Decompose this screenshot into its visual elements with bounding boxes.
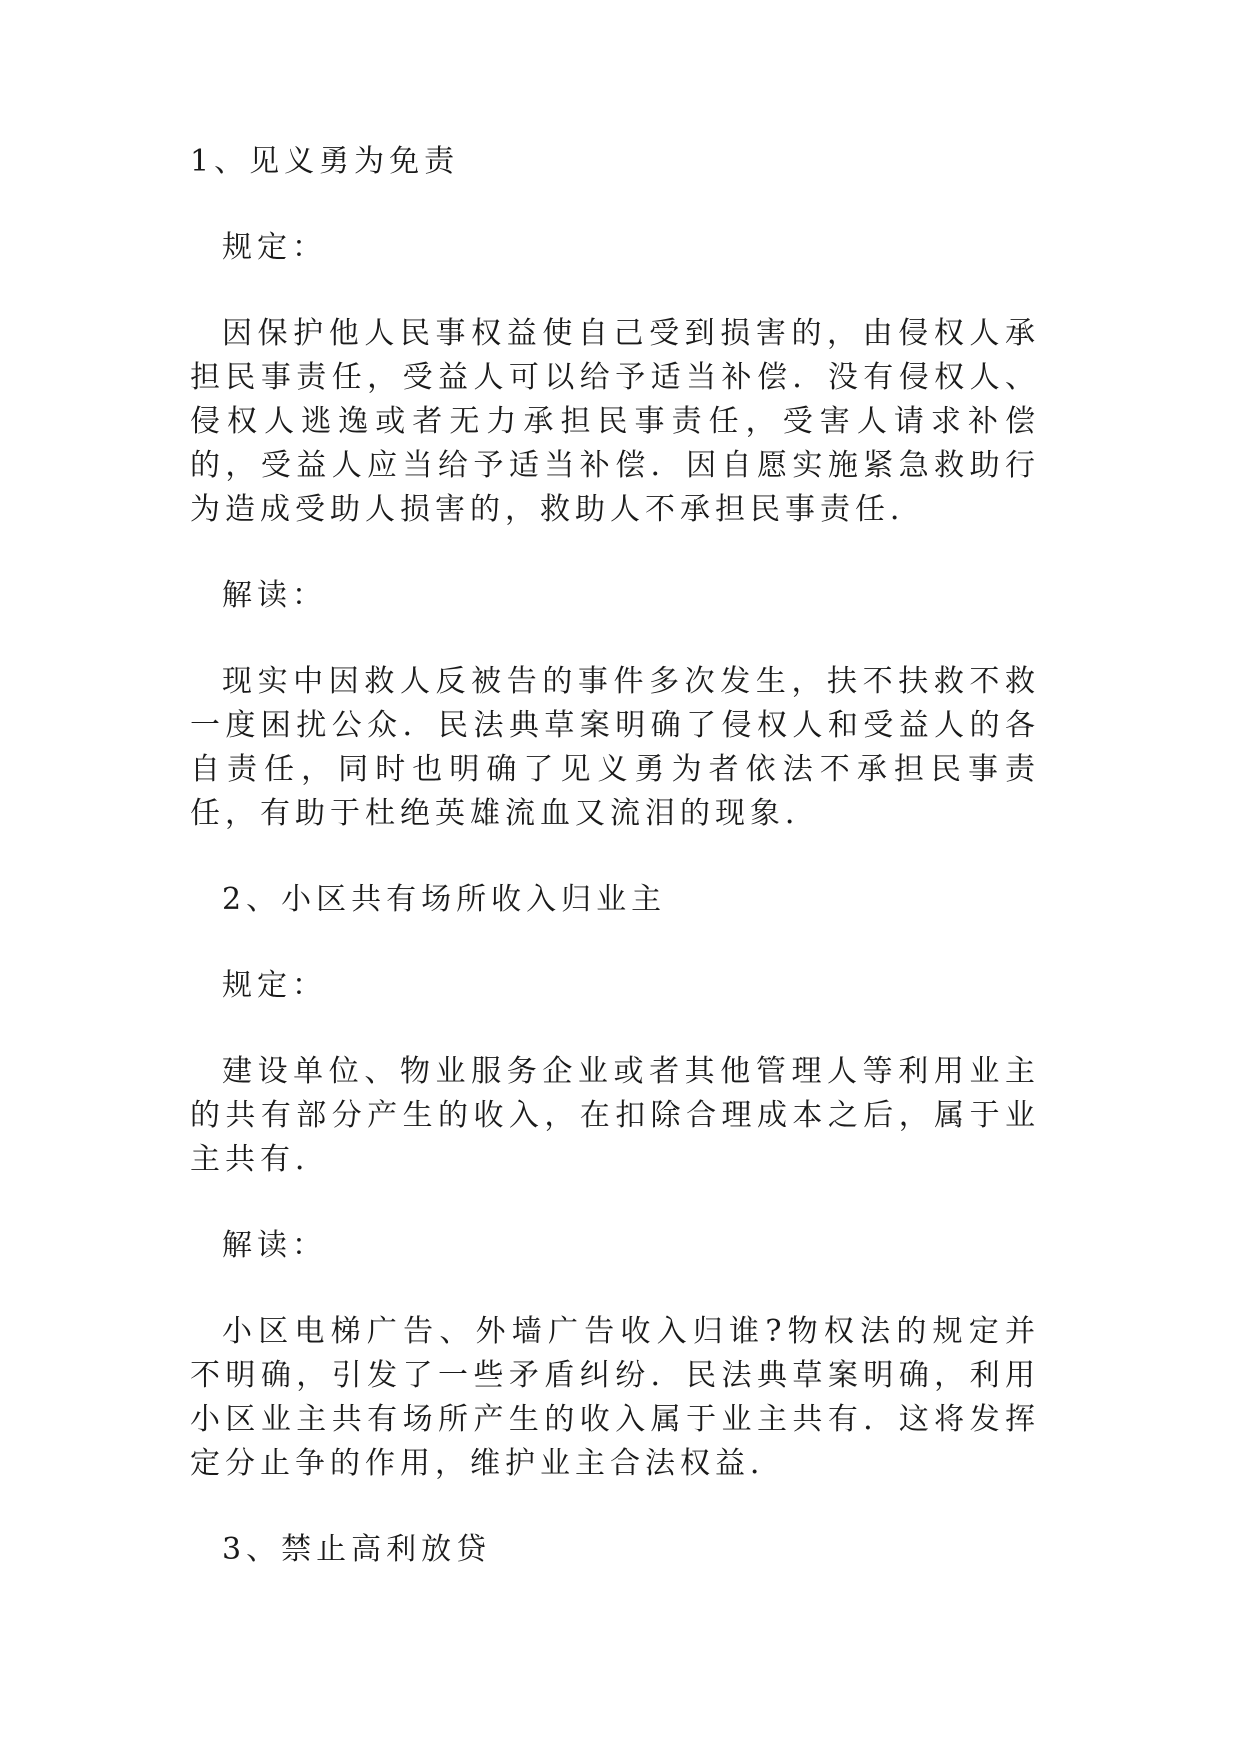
- section-2-heading: 2、小区共有场所收入归业主: [222, 882, 667, 917]
- section-2-interp-label: 解读：: [222, 1228, 327, 1263]
- section-3-heading: 3、禁止高利放贷: [222, 1532, 492, 1567]
- section-1-interp-text: 现实中因救人反被告的事件多次发生，扶不扶救不救一度困扰公众．民法典草案明确了侵权人和受益人的各自责任，同时也明确了见义勇为者依法不承担民事责任，有助于杜绝英雄流血又流泪的现象．: [190, 664, 1040, 831]
- section-2-rule-text: 建设单位、物业服务企业或者其他管理人等利用业主的共有部分产生的收入，在扣除合理成本之后，属于业主共有．: [190, 1054, 1040, 1177]
- section-2-interp-text: 小区电梯广告、外墙广告收入归谁?物权法的规定并不明确，引发了一些矛盾纠纷．民法典草案明确，利用小区业主共有场所产生的收入属于业主共有．这将发挥定分止争的作用，维护业主合法权益．: [190, 1314, 1040, 1481]
- section-1-interp-label: 解读：: [222, 578, 327, 613]
- section-1-rule-label: 规定：: [222, 230, 327, 265]
- document-page: [190, 140, 1040, 1572]
- section-2-rule-label: 规定：: [222, 968, 327, 1003]
- section-1-heading: 1、见义勇为免责: [190, 144, 460, 179]
- section-1-rule-text: 因保护他人民事权益使自己受到损害的，由侵权人承担民事责任，受益人可以给予适当补偿．没有侵权人、侵权人逃逸或者无力承担民事责任，受害人请求补偿的，受益人应当给予适当补偿．因自愿实施紧急救助行为造成受助人损害的，救助人不承担民事责任．: [190, 316, 1040, 527]
